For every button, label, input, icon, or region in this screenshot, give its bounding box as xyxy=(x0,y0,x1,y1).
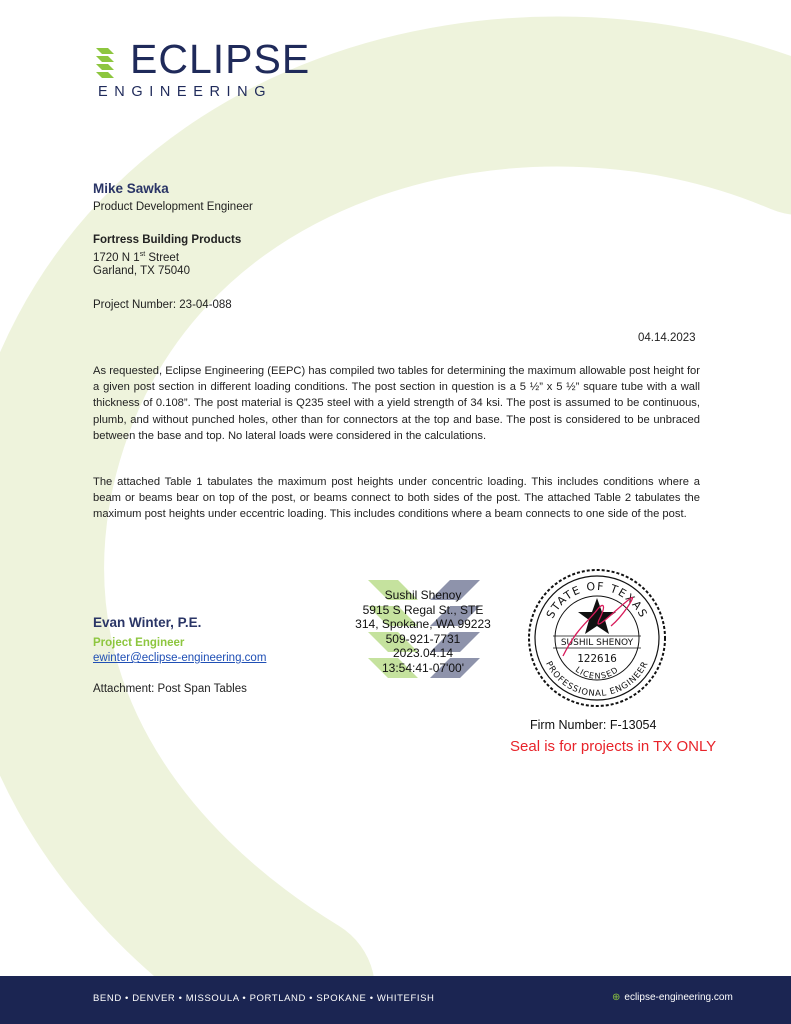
footer-cities: BEND • DENVER • MISSOULA • PORTLAND • SPOKANE • WHITEFISH xyxy=(93,993,435,1004)
recipient-name: Mike Sawka xyxy=(93,181,169,196)
digsig-line: 5915 S Regal St., STE xyxy=(362,602,484,617)
footer-bar xyxy=(0,976,791,1024)
seal-top-text: STATE OF TEXAS xyxy=(543,579,651,621)
digsig-line: 509-921-7731 xyxy=(385,631,461,646)
street-number: 1720 N 1 xyxy=(93,251,140,264)
logo-chevrons-icon xyxy=(96,46,126,80)
digsig-line: Sushil Shenoy xyxy=(384,588,462,602)
digsig-line: 13:54:41-07'00' xyxy=(382,660,464,675)
recipient-city: Garland, TX 75040 xyxy=(93,265,190,277)
letter-date: 04.14.2023 xyxy=(638,332,696,344)
firm-number: Firm Number: F-13054 xyxy=(530,718,657,732)
company-logo xyxy=(96,36,316,104)
seal-number: 122616 xyxy=(577,652,617,665)
logo-subtitle: ENGINEERING xyxy=(98,84,273,100)
attachment-note: Attachment: Post Span Tables xyxy=(93,683,247,695)
signer-name: Evan Winter, P.E. xyxy=(93,615,202,630)
signer-role: Project Engineer xyxy=(93,637,185,649)
street-name: Street xyxy=(145,251,180,264)
seal-bottom-text: PROFESSIONAL ENGINEER xyxy=(543,659,651,700)
digital-signature-text xyxy=(330,588,516,676)
body-paragraph-1: As requested, Eclipse Engineering (EEPC) has compiled two tables for determining the maximum allowable post height for a given post section in different loading conditions. The post section in question is a 5 ½” x 5 ½” square tube with a wall thickness of 0.108”. The post material is Q235 steel with a yield strength of 34 ksi. The post is assumed to be continuous, plumb, and without punched holes, other than for connectors at the top and base. The post is considered to be unbraced between the base and top. No lateral loads were considered in the calculations. xyxy=(93,365,700,442)
seal-licensed: LICENSED xyxy=(573,664,621,681)
footer-website[interactable] xyxy=(612,992,733,1003)
digsig-line: 2023.04.14 xyxy=(392,646,454,661)
recipient-title: Product Development Engineer xyxy=(93,201,253,213)
digsig-line: 314, Spokane, WA 99223 xyxy=(355,617,491,632)
tx-only-notice: Seal is for projects in TX ONLY xyxy=(510,738,717,755)
engineer-seal xyxy=(527,568,667,708)
body-paragraph-2: The attached Table 1 tabulates the maximum post heights under concentric loading. This includes conditions where a beam or beams bear on top of the post, or beams connect to both sides of the post. The attached Table 2 tabulates the maximum post heights under eccentric loading. This includes conditions where a beam connects to one side of the post. xyxy=(93,476,700,521)
street-suffix: st xyxy=(139,251,146,258)
seal-name: SUSHIL SHENOY xyxy=(560,638,634,648)
logo-word: ECLIPSE xyxy=(130,36,311,82)
recipient-company: Fortress Building Products xyxy=(93,234,242,246)
footer-website-text: eclipse-engineering.com xyxy=(624,992,733,1003)
signer-email-link[interactable]: ewinter@eclipse-engineering.com xyxy=(93,652,267,664)
globe-icon: ⊕ xyxy=(612,992,621,1003)
project-number: Project Number: 23-04-088 xyxy=(93,299,232,311)
